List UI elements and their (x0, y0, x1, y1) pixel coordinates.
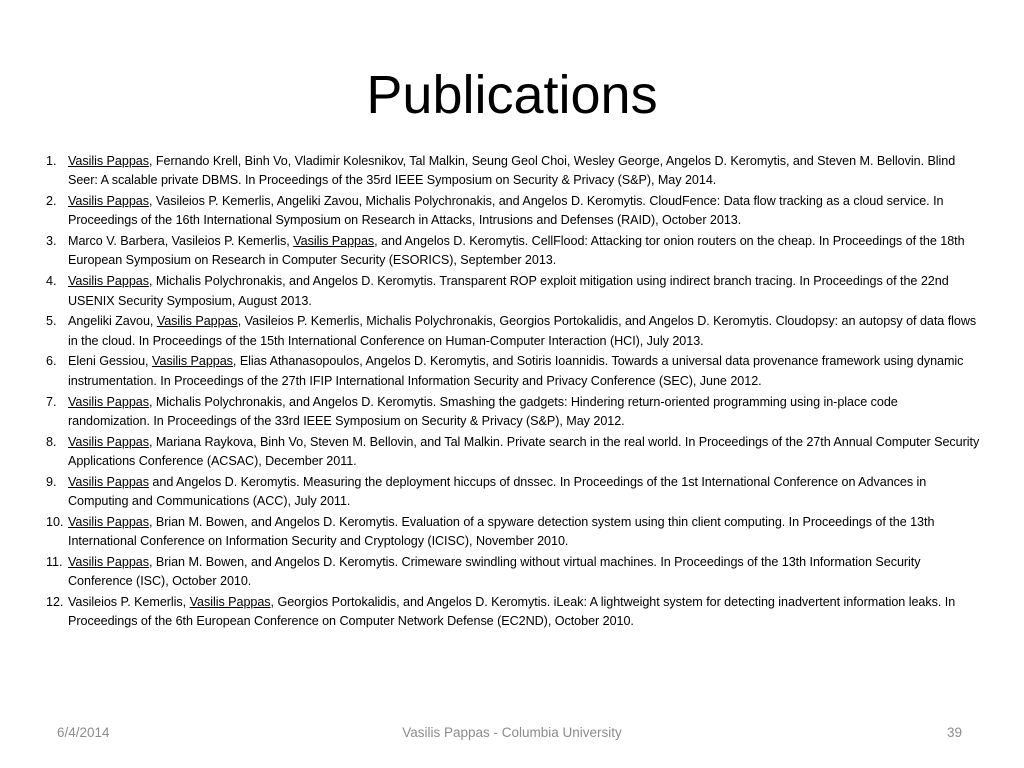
highlighted-author: Vasilis Pappas (68, 194, 149, 209)
publication-number: 11. (46, 554, 63, 569)
publication-number: 12. (46, 595, 64, 610)
publication-number: 3. (46, 234, 57, 249)
publication-number: 9. (46, 474, 57, 489)
publication-item (46, 393, 981, 432)
publication-details: , Brian M. Bowen, and Angelos D. Keromytis. Evaluation of a spyware detection system using thin client computing. In Proceedings of the 13th International Conference on Information Security and Cryptology (ICISC), November 2010. (68, 514, 935, 549)
publication-number: 2. (46, 194, 57, 209)
publication-number: 1. (46, 154, 57, 168)
highlighted-author: Vasilis Pappas (151, 354, 233, 369)
publication-item (46, 312, 981, 351)
footer-page-number: 39 (946, 725, 962, 740)
publication-item (46, 232, 981, 271)
highlighted-author: Vasilis Pappas (68, 514, 149, 529)
publication-item (46, 513, 981, 552)
publication-item (46, 433, 981, 472)
publication-item (46, 152, 981, 191)
slide-title: Publications (366, 65, 658, 125)
publication-pre-authors: Vasileios P. Kemerlis, (68, 595, 190, 610)
publication-item (46, 473, 981, 512)
publication-pre-authors: Angeliki Zavou, (68, 314, 157, 329)
publication-details: , Georgios Portokalidis, and Angelos D. Keromytis. iLeak: A lightweight system for detecting inadvertent information leaks. In Proceedings of the 6th European Conference on Computer Network Defense (EC2ND), October 2010. (68, 595, 956, 629)
footer-date: 6/4/2014 (57, 725, 110, 740)
publication-number: 5. (46, 314, 57, 329)
highlighted-author: Vasilis Pappas (68, 474, 149, 489)
publication-details: , Fernando Krell, Binh Vo, Vladimir Kolesnikov, Tal Malkin, Seung Geol Choi, Wesley George, Angelos D. Keromytis, and Steven M. Bellovin. Blind Seer: A scalable private DBMS. In Proceedings of the 35rd IEEE Symposium on Security & Privacy (S&P), May 2014. (68, 154, 956, 188)
publication-item (46, 593, 981, 632)
highlighted-author: Vasilis Pappas (68, 554, 149, 569)
publication-details: , Brian M. Bowen, and Angelos D. Keromytis. Crimeware swindling without virtual machines. In Proceedings of the 13th Information Security Conference (ISC), October 2010. (68, 554, 921, 589)
publication-number: 7. (46, 394, 57, 409)
publication-details: , Mariana Raykova, Binh Vo, Steven M. Bellovin, and Tal Malkin. Private search in the real world. In Proceedings of the 27th Annual Computer Security Applications Conference (ACSAC), December 2011. (68, 434, 980, 468)
publication-number: 8. (46, 434, 57, 449)
highlighted-author: Vasilis Pappas (293, 234, 375, 249)
publication-details: , Michalis Polychronakis, and Angelos D. Keromytis. Transparent ROP exploit mitigation using indirect branch tracing. In Proceedings of the 22nd USENIX Security Symposium, August 2013. (68, 274, 949, 308)
highlighted-author: Vasilis Pappas (68, 434, 149, 449)
publication-number: 6. (46, 354, 57, 369)
publication-pre-authors: Marco V. Barbera, Vasileios P. Kemerlis, (68, 234, 294, 249)
publication-number: 4. (46, 274, 57, 289)
publication-details: and Angelos D. Keromytis. Measuring the deployment hiccups of dnssec. In Proceedings of the 1st International Conference on Advances in Computing and Communications (ACC), July 2011. (68, 474, 927, 509)
publication-list (46, 152, 981, 633)
publication-pre-authors: Eleni Gessiou, (68, 354, 152, 369)
publication-item (46, 272, 981, 311)
publication-number: 10. (46, 514, 64, 529)
publication-details: , Elias Athanasopoulos, Angelos D. Keromytis, and Sotiris Ioannidis. Towards a universal data provenance framework using dynamic instrumentation. In Proceedings of the 27th IFIP International Information Security and Privacy Conference (SEC), June 2012. (68, 354, 964, 388)
publication-details: , and Angelos D. Keromytis. CellFlood: Attacking tor onion routers on the cheap. In Proceedings of the 18th European Symposium on Research in Computer Security (ESORICS), September 2013. (68, 234, 965, 268)
highlighted-author: Vasilis Pappas (156, 314, 238, 329)
highlighted-author: Vasilis Pappas (189, 595, 271, 610)
highlighted-author: Vasilis Pappas (68, 274, 149, 289)
footer-presenter: Vasilis Pappas - Columbia University (402, 725, 622, 740)
publication-details: , Michalis Polychronakis, and Angelos D. Keromytis. Smashing the gadgets: Hindering return-oriented programming using in-place code randomization. In Proceedings of the 33rd IEEE Symposium on Security & Privacy (S&P), May 2012. (68, 394, 898, 428)
publication-details: , Vasileios P. Kemerlis, Michalis Polychronakis, Georgios Portokalidis, and Angelos D. Keromytis. Cloudopsy: an autopsy of data flows in the cloud. In Proceedings of the 15th International Conference on Human-Computer Interaction (HCI), July 2013. (68, 314, 977, 348)
publication-item (46, 553, 981, 592)
highlighted-author: Vasilis Pappas (68, 394, 149, 409)
publication-item (46, 352, 981, 391)
publication-item (46, 192, 981, 231)
publication-details: , Vasileios P. Kemerlis, Angeliki Zavou, Michalis Polychronakis, and Angelos D. Keromytis. CloudFence: Data flow tracking as a cloud service. In Proceedings of the 16th International Symposium on Research in Attacks, Intrusions and Defenses (RAID), October 2013. (68, 194, 944, 228)
highlighted-author: Vasilis Pappas (68, 154, 149, 168)
